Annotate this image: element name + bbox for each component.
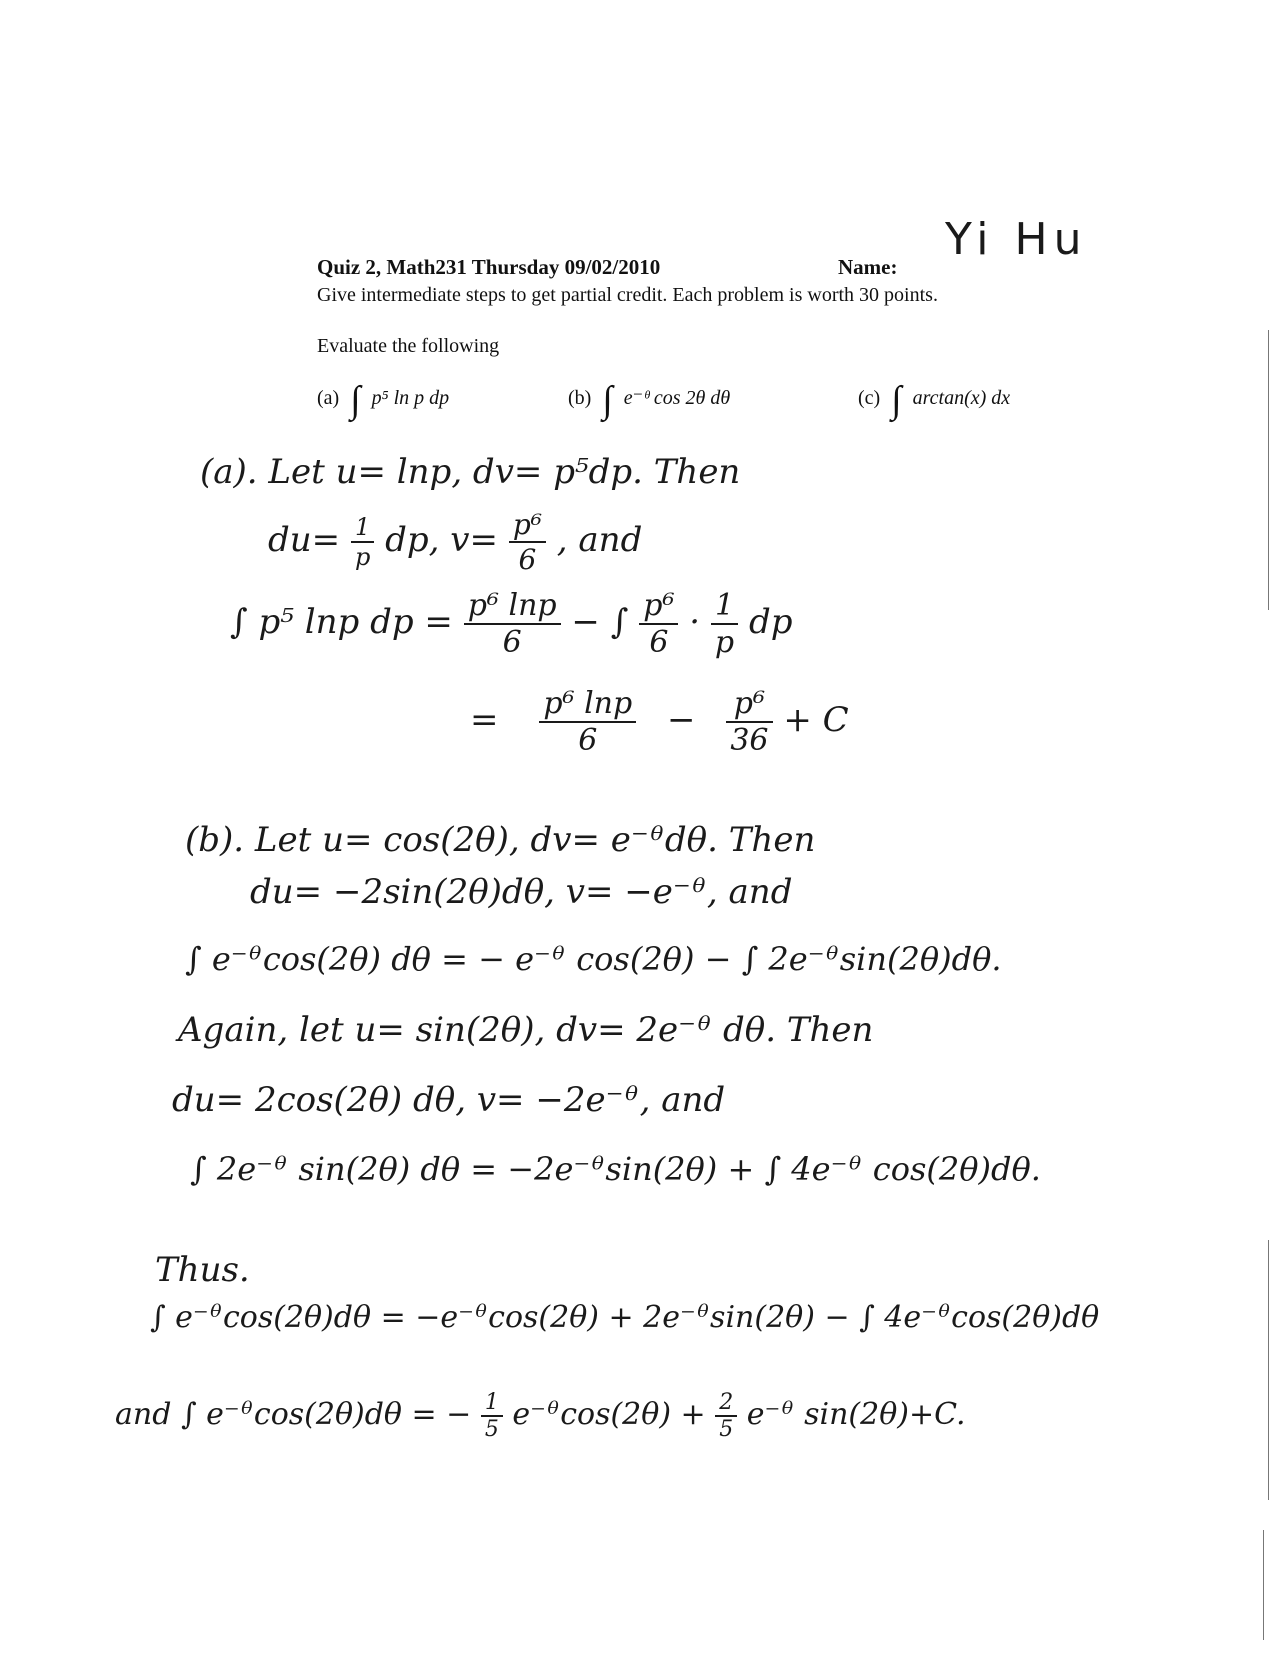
solution-b-line-5: du= 2cos(2θ) dθ, v= −2e⁻ᶿ, and: [172, 1080, 726, 1120]
text-end: e⁻ᶿ sin(2θ)+C.: [746, 1397, 966, 1432]
evaluate-prompt: Evaluate the following: [317, 335, 500, 357]
quiz-title: Quiz 2, Math231 Thursday 09/02/2010: [317, 255, 661, 279]
fraction-denominator: 36: [730, 723, 769, 758]
solution-b-line-6: ∫ 2e⁻ᶿ sin(2θ) dθ = −2e⁻ᶿsin(2θ) + ∫ 4e⁻ᶿ cos(2θ)dθ.: [190, 1150, 1041, 1188]
scan-edge-line: [1263, 1530, 1264, 1640]
scan-edge-line: [1268, 1240, 1269, 1500]
fraction-denominator: 6: [502, 625, 522, 660]
solution-b-line-1: (b). Let u= cos(2θ), dv= e⁻ᶿdθ. Then: [185, 820, 816, 860]
fraction-numerator: p⁶ lnp: [539, 686, 636, 723]
fraction-denominator: 5: [719, 1417, 734, 1442]
problem-c: [858, 378, 1010, 422]
name-label: Name:: [838, 255, 898, 279]
instructions: Give intermediate steps to get partial credit. Each problem is worth 30 points.: [317, 284, 938, 306]
fraction-numerator: 1: [351, 513, 374, 543]
solution-a-line-2: [268, 508, 642, 576]
problem-b-integrand: e⁻ᶿ cos 2θ dθ: [623, 387, 731, 409]
text-middle: e⁻ᶿcos(2θ) +: [512, 1397, 706, 1432]
text-dp-v: dp, v=: [385, 520, 498, 560]
integral-sign-icon: ∫: [602, 379, 613, 421]
problem-b: [568, 378, 730, 422]
fraction: [539, 686, 636, 758]
fraction-denominator: 6: [578, 723, 598, 758]
fraction: [509, 508, 546, 576]
fraction: [711, 588, 738, 660]
text-and: , and: [556, 520, 643, 560]
fraction-denominator: p: [354, 543, 371, 571]
student-name: Yi Hu: [945, 214, 1088, 265]
fraction-denominator: p: [714, 625, 735, 660]
solution-a-line-4: [470, 686, 849, 758]
fraction: [726, 686, 772, 758]
scan-edge-line: [1268, 330, 1269, 610]
text-lhs: ∫ p⁵ lnp dp =: [230, 602, 453, 642]
problem-a-integrand: p⁵ ln p dp: [371, 387, 450, 409]
text-dp: dp: [748, 602, 793, 642]
solution-b-line-7: Thus.: [155, 1250, 250, 1290]
problem-a-label: (a): [317, 387, 340, 409]
fraction-numerator: p⁶: [509, 508, 546, 543]
fraction-denominator: 5: [484, 1417, 499, 1442]
fraction: [351, 513, 374, 571]
fraction: [464, 588, 561, 660]
integral-sign-icon: ∫: [350, 379, 361, 421]
fraction-denominator: 6: [649, 625, 669, 660]
problem-c-integrand: arctan(x) dx: [912, 387, 1011, 409]
text-equals: =: [470, 700, 499, 740]
text-minus-integral: − ∫: [571, 602, 629, 642]
fraction-numerator: p⁶: [639, 588, 678, 625]
problem-a: [317, 378, 449, 422]
solution-a-line-1: (a). Let u= lnp, dv= p⁵dp. Then: [200, 452, 741, 492]
text-minus: −: [667, 700, 696, 740]
solution-b-line-9: [115, 1390, 966, 1442]
solution-a-line-3: [230, 588, 792, 660]
text-and-lhs: and ∫ e⁻ᶿcos(2θ)dθ = −: [115, 1397, 472, 1432]
fraction-numerator: p⁶: [726, 686, 772, 723]
fraction-numerator: 2: [715, 1390, 737, 1417]
fraction: [639, 588, 678, 660]
solution-b-line-4: Again, let u= sin(2θ), dv= 2e⁻ᶿ dθ. Then: [178, 1010, 874, 1050]
solution-b-line-3: ∫ e⁻ᶿcos(2θ) dθ = − e⁻ᶿ cos(2θ) − ∫ 2e⁻ᶿsin(2θ)dθ.: [185, 940, 1002, 978]
fraction-numerator: p⁶ lnp: [464, 588, 561, 625]
text-du: du=: [268, 520, 341, 560]
fraction: [481, 1390, 503, 1442]
solution-b-line-8: ∫ e⁻ᶿcos(2θ)dθ = −e⁻ᶿcos(2θ) + 2e⁻ᶿsin(2θ) − ∫ 4e⁻ᶿcos(2θ)dθ: [150, 1300, 1100, 1335]
fraction-numerator: 1: [711, 588, 738, 625]
integral-sign-icon: ∫: [891, 379, 902, 421]
text-plus-c: + C: [783, 700, 849, 740]
solution-b-line-2: du= −2sin(2θ)dθ, v= −e⁻ᶿ, and: [250, 872, 793, 912]
problem-b-label: (b): [568, 387, 592, 409]
problem-c-label: (c): [858, 387, 881, 409]
fraction: [715, 1390, 737, 1442]
fraction-denominator: 6: [518, 543, 537, 576]
text-dot: ·: [689, 602, 701, 642]
fraction-numerator: 1: [481, 1390, 503, 1417]
